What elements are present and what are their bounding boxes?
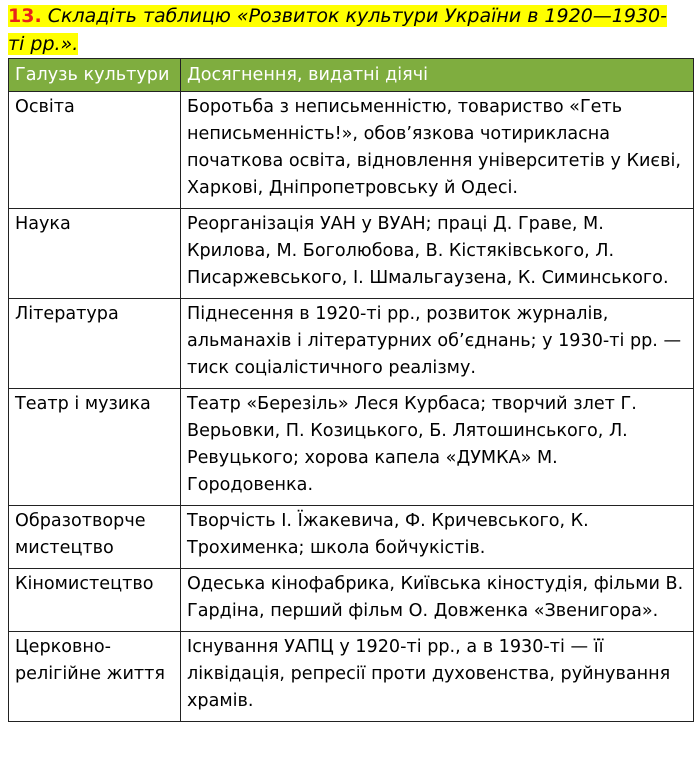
cell-field: Церковно-релігійне життя [9,632,181,722]
task-highlight [8,5,667,55]
cell-achievements: Творчість І. Їжакевича, Ф. Кричевського, К. Трохименка; школа бойчукістів. [181,506,694,569]
table-row [9,209,694,299]
header-achievements: Досягнення, видатні діячі [181,59,694,92]
culture-table [8,58,694,722]
table-row [9,569,694,632]
cell-achievements: Реорганізація УАН у ВУАН; праці Д. Граве, М. Крилова, М. Боголюбова, В. Кістяківського, Л. Писаржевського, І. Шмальгаузена, К. Симинського. [181,209,694,299]
cell-achievements: Театр «Березіль» Леся Курбаса; творчий злет Г. Верьовки, П. Козицького, Б. Лятошинського, Л. Ревуцького; хорова капела «ДУМКА» М. Городовенка. [181,389,694,506]
task-heading [8,2,668,58]
table-row [9,299,694,389]
cell-achievements: Існування УАПЦ у 1920-ті рр., а в 1930-ті — її ліквідація, репресії проти духовенства, руйнування храмів. [181,632,694,722]
cell-field: Образотворче мистецтво [9,506,181,569]
cell-field: Наука [9,209,181,299]
cell-achievements: Одеська кінофабрика, Київська кіностудія, фільми В. Гардіна, перший фільм О. Довженка «Звенигора». [181,569,694,632]
cell-field: Кіномистецтво [9,569,181,632]
cell-field: Література [9,299,181,389]
table-header-row [9,59,694,92]
task-number: 13. [8,5,42,27]
table-row [9,632,694,722]
cell-field: Освіта [9,92,181,209]
cell-achievements: Боротьба з неписьменністю, товариство «Геть неписьменність!», обов’язкова чотирикласна початкова освіта, відновлення університетів у Києві, Харкові, Дніпропетровську й Одесі. [181,92,694,209]
table-row [9,92,694,209]
table-row [9,506,694,569]
table-row [9,389,694,506]
task-text: Складіть таблицю «Розвиток культури України в 1920—1930-ті рр.». [8,5,667,55]
header-field: Галузь культури [9,59,181,92]
cell-achievements: Піднесення в 1920-ті рр., розвиток журналів, альманахів і літературних об’єднань; у 1930-ті рр. — тиск соціалістичного реалізму. [181,299,694,389]
cell-field: Театр і музика [9,389,181,506]
